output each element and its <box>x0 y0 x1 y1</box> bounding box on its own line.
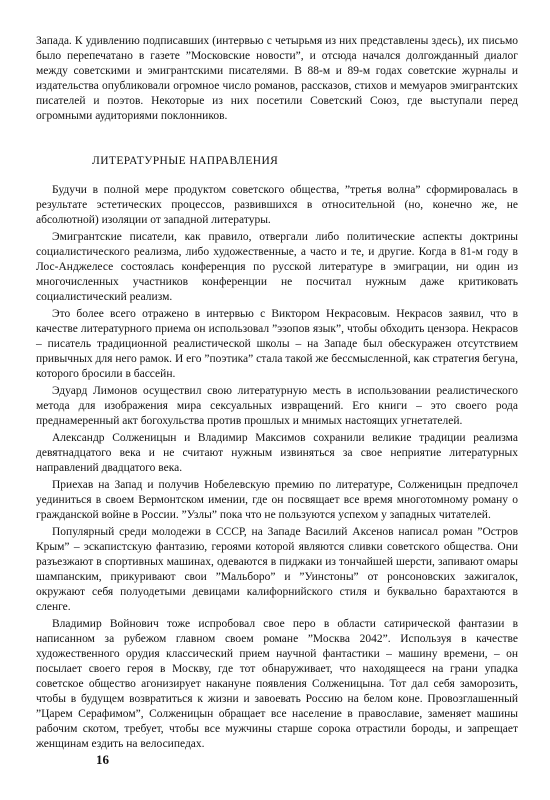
paragraph-nekrasov: Это более всего отражено в интервью с Виктором Некрасовым. Некрасов заявил, что в качестве литературного приема он использовал ”эзопов язык”, чтобы обходить цензора. Некрасов – писатель традиционной реалистической школы – на Западе был обескуражен отсутствием привычных для него рамок. И его ”поэтика” стала такой же бессмысленной, как стратегия бегуна, которого бросили в бассейн. <box>36 308 518 380</box>
page-text-block <box>36 34 518 752</box>
paragraph-aksenov: Популярный среди молодежи в СССР, на Западе Василий Аксенов написал роман ”Остров Крым” – эскапистскую фантазию, героями которой являются сливки советского общества. Они разъезжают в спортивных машинах, одеваются в пиджаки из тончайшей шерсти, запивают омары шампанским, прикуривают свои ”Мальборо” и ”Уинстоны” от ронсоновских зажигалок, окружают себя полуодетыми девицами калифорнийского стиля и буквально барахтаются в сленге. <box>36 526 518 613</box>
paragraph-emigrant-writers: Эмигрантские писатели, как правило, отвергали либо политические аспекты доктрины социалистического реализма, либо художественные, а часто и те, и другие. Когда в 81-м году в Лос-Анджелесе состоялась конференция по русской литературе в эмиграции, ни один из многочисленных участников конференции не посчитал нужным даже критиковать социалистический реализм. <box>36 231 518 303</box>
paragraph-third-wave: Будучи в полной мере продуктом советского общества, ”третья волна” сформировалась в результате эстетических процессов, развившихся в относительной (но, конечно же, не абсолютной) изоляции от западной литературы. <box>36 184 518 226</box>
intro-paragraph: Запада. К удивлению подписавших (интервью с четырьмя из них представлены здесь), их письмо было перепечатано в газете ”Московские новости”, и отсюда начался долгожданный диалог между советскими и эмигрантскими писателями. В 88-м и 89-м годах советские журналы и издательства опубликовали огромное число романов, рассказов, стихов и мемуаров эмигрантских писателей и поэтов. Некоторые из них посетили Советский Союз, где выступали перед огромными аудиториями поклонников. <box>36 35 518 122</box>
paragraph-limonov: Эдуард Лимонов осуществил свою литературную месть в использовании реалистического метода для изображения мира сексуальных извращений. Его книги – это своего рода преднамеренный акт богохульства против прошлых и мнимых настоящих угнетателей. <box>36 385 518 427</box>
section-title: ЛИТЕРАТУРНЫЕ НАПРАВЛЕНИЯ <box>92 155 279 167</box>
paragraph-solzhenitsyn-west: Приехав на Запад и получив Нобелевскую премию по литературе, Солженицын предпочел уединиться в своем Вермонтском имении, где он посвящает все время многотомному роману о гражданской войне в России. ”Узлы” пока что не пользуются успехом у западных читателей. <box>36 479 518 521</box>
paragraph-voinovich: Владимир Войнович тоже испробовал свое перо в области сатирической фантазии в написанном за рубежом главном своем романе ”Москва 2042”. Используя в качестве художественного орудия классический прием научной фантастики – машину времени, – он посылает своего героя в Москву, где тот обнаруживает, что находящееся на грани упадка советское общество агонизирует накануне появления Солженицына. Тот дал себя заморозить, чтобы в будущем возвратиться к жизни и завоевать Россию на белом коне. Провозглашенный ”Царем Серафимом”, Солженицын обращает все население в православие, заменяет машины рабочим скотом, требует, чтобы все мужчины старше сорока отрастили бороды, и запрещает женщинам ездить на велосипедах. <box>36 618 518 750</box>
paragraph-solzhenitsyn-maksimov: Александр Солженицын и Владимир Максимов сохранили великие традиции реализма девятнадцатого века и не считают нужным извиняться за свое неприятие литературных направлений двадцатого века. <box>36 432 518 474</box>
page-number: 16 <box>96 752 109 767</box>
